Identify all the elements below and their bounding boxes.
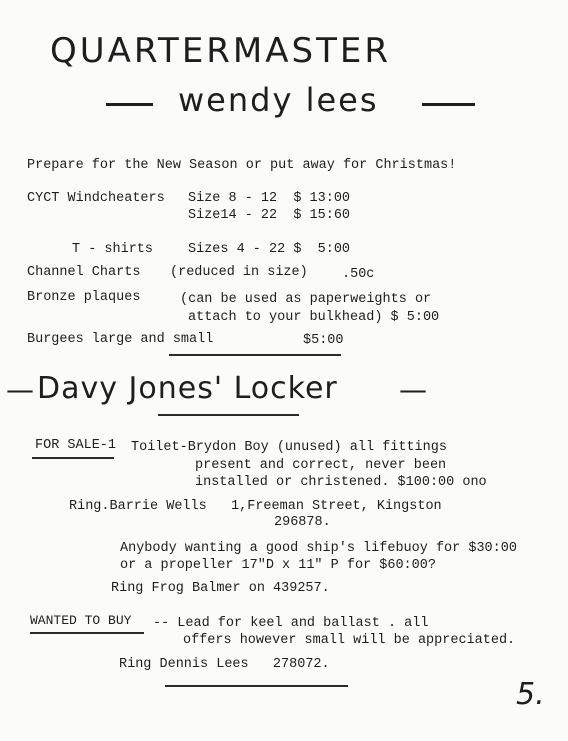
intro-text: Prepare for the New Season or put away for Christmas! bbox=[27, 158, 457, 173]
ring-wells-line-2: 296878. bbox=[274, 515, 331, 530]
ring-lees: Ring Dennis Lees 278072. bbox=[119, 657, 330, 672]
page-number: 5. bbox=[516, 677, 545, 712]
lifebuoy-line-2: or a propeller 17"D x 11" P for $60:00? bbox=[120, 558, 436, 573]
section-rule bbox=[169, 354, 341, 356]
wanted-line-1: -- Lead for keel and ballast . all bbox=[153, 616, 429, 631]
for-sale-label: FOR SALE-1 bbox=[35, 438, 117, 453]
title-rule-left bbox=[106, 103, 153, 106]
author-name: wendy lees bbox=[178, 81, 379, 119]
for-sale-line-2: present and correct, never been bbox=[195, 458, 447, 473]
page-title: QUARTERMASTER bbox=[50, 31, 391, 71]
locker-title-underline bbox=[158, 414, 299, 416]
charts-price: .50c bbox=[342, 267, 375, 282]
locker-dash-right: — bbox=[399, 373, 427, 406]
for-sale-line-1: Toilet-Brydon Boy (unused) all fittings bbox=[131, 440, 447, 455]
windcheaters-price-2: Size14 - 22 $ 15:60 bbox=[188, 208, 351, 223]
plaques-note-2: attach to your bulkhead) $ 5:00 bbox=[188, 310, 440, 325]
locker-title: Davy Jones' Locker bbox=[37, 371, 338, 406]
plaques-label: Bronze plaques bbox=[27, 290, 141, 305]
windcheaters-price-1: Size 8 - 12 $ 13:00 bbox=[188, 191, 351, 206]
charts-label: Channel Charts bbox=[27, 265, 141, 280]
ring-wells-line-1: Ring.Barrie Wells 1,Freeman Street, Kingston bbox=[69, 499, 442, 514]
closing-rule bbox=[165, 685, 348, 687]
tshirts-price: Sizes 4 - 22 $ 5:00 bbox=[188, 242, 351, 257]
wanted-line-2: offers however small will be appreciated. bbox=[183, 633, 516, 648]
wanted-label: WANTED TO BUY bbox=[30, 613, 132, 628]
burgees-label: Burgees large and small bbox=[27, 332, 214, 347]
plaques-note-1: (can be used as paperweights or bbox=[180, 292, 432, 307]
ring-frog: Ring Frog Balmer on 439257. bbox=[111, 581, 330, 596]
windcheaters-label: CYCT Windcheaters bbox=[27, 191, 165, 206]
for-sale-underline bbox=[32, 457, 114, 459]
tshirts-label: T - shirts bbox=[72, 242, 154, 257]
locker-dash-left: — bbox=[6, 373, 34, 406]
for-sale-line-3: installed or christened. $100:00 ono bbox=[195, 475, 487, 490]
lifebuoy-line-1: Anybody wanting a good ship's lifebuoy for $30:00 bbox=[120, 541, 517, 556]
charts-note: (reduced in size) bbox=[170, 265, 308, 280]
title-rule-right bbox=[422, 103, 475, 106]
wanted-underline bbox=[30, 632, 144, 634]
burgees-price: $5:00 bbox=[303, 333, 344, 348]
